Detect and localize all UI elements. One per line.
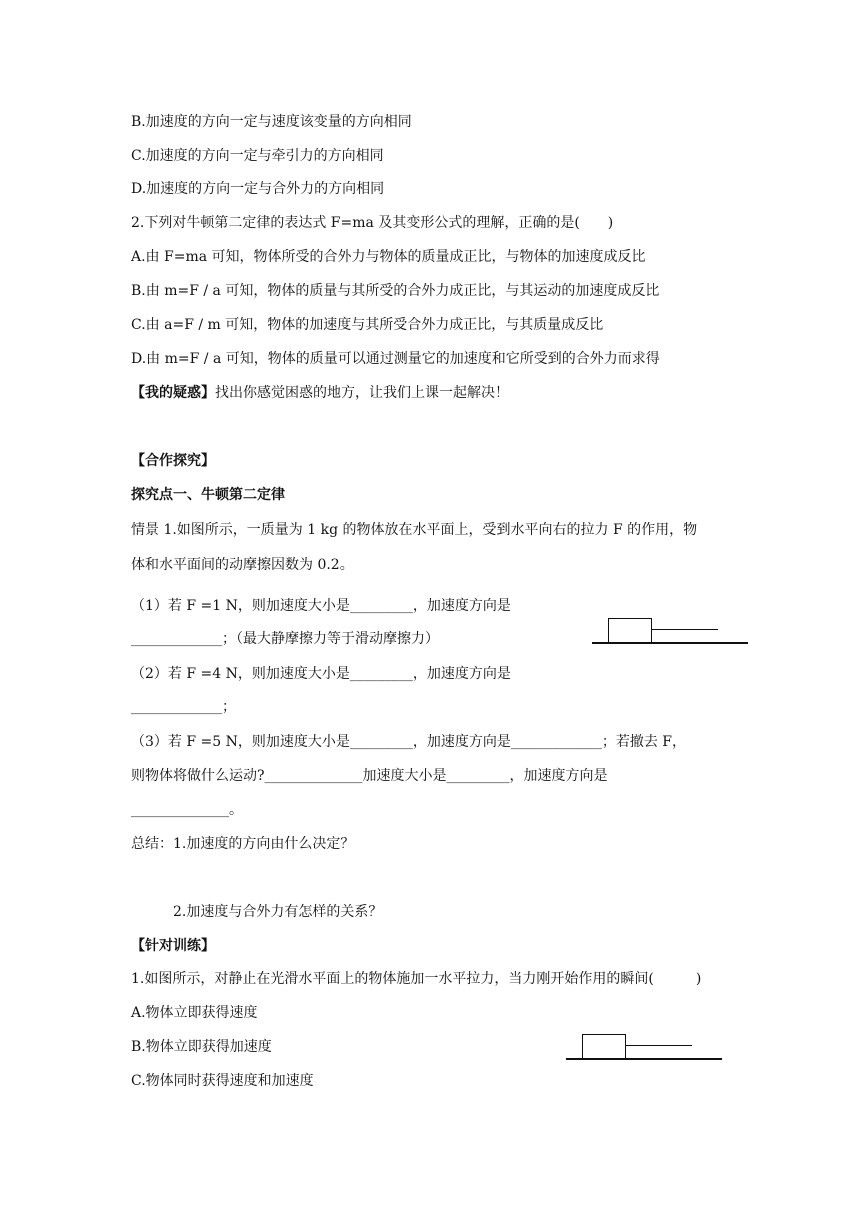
scene1-line2: 体和水平面间的动摩擦因数为 0.2。 bbox=[131, 557, 354, 573]
q1-option-d: D.加速度的方向一定与合外力的方向相同 bbox=[131, 181, 385, 197]
block-shape bbox=[582, 1034, 626, 1059]
training-q1-stem: 1.如图所示，对静止在光滑水平面上的物体施加一水平拉力，当力刚开始作用的瞬间( ) bbox=[131, 971, 702, 987]
doubt-text: 找出你感觉困惑的地方，让我们上课一起解决！ bbox=[215, 385, 509, 401]
summary-1: 总结：1.加速度的方向由什么决定？ bbox=[131, 836, 355, 852]
ground-line bbox=[592, 642, 748, 644]
training-option-c: C.物体同时获得速度和加速度 bbox=[131, 1073, 314, 1089]
sub3-line3: ______________。 bbox=[131, 802, 243, 818]
q2-option-a: A.由 F=ma 可知，物体所受的合外力与物体的质量成正比，与物体的加速度成反比 bbox=[131, 249, 646, 265]
q2-stem: 2.下列对牛顿第二定律的表达式 F=ma 及其变形公式的理解，正确的是( ) bbox=[131, 215, 614, 231]
q1-option-c: C.加速度的方向一定与牵引力的方向相同 bbox=[131, 148, 384, 164]
sub2-line2: _____________； bbox=[131, 699, 236, 715]
sub1-line1: （1）若 F =1 N，则加速度大小是_________，加速度方向是 bbox=[131, 598, 511, 614]
cooperate-heading: 【合作探究】 bbox=[131, 453, 215, 469]
q1-option-b: B.加速度的方向一定与速度该变量的方向相同 bbox=[131, 114, 412, 130]
pull-rope-line bbox=[626, 1045, 692, 1046]
pull-rope-line bbox=[652, 629, 718, 630]
ground-line bbox=[566, 1058, 722, 1060]
sub3-line1: （3）若 F =5 N，则加速度大小是_________，加速度方向是_____________；若撤去 F， bbox=[131, 734, 687, 750]
training-option-b: B.物体立即获得加速度 bbox=[131, 1039, 272, 1055]
scene1-line1: 情景 1.如图所示，一质量为 1 kg 的物体放在水平面上，受到水平向右的拉力 F 的作用，物 bbox=[131, 522, 698, 538]
doubt-row bbox=[131, 383, 509, 403]
summary-2: 2.加速度与合外力有怎样的关系？ bbox=[173, 904, 383, 920]
point1-title: 探究点一、牛顿第二定律 bbox=[131, 487, 285, 503]
training-option-a: A.物体立即获得速度 bbox=[131, 1005, 258, 1021]
doubt-heading: 【我的疑惑】 bbox=[131, 385, 215, 401]
q2-option-d: D.由 m=F / a 可知，物体的质量可以通过测量它的加速度和它所受到的合外力而求得 bbox=[131, 351, 660, 367]
block-on-plane-diagram-2 bbox=[566, 1034, 726, 1064]
block-shape bbox=[608, 618, 652, 643]
sub3-line2: 则物体将做什么运动?______________加速度大小是_________，加速度方向是 bbox=[131, 768, 608, 784]
sub1-line2: _____________；（最大静摩擦力等于滑动摩擦力） bbox=[131, 631, 439, 647]
sub2-line1: （2）若 F =4 N，则加速度大小是_________，加速度方向是 bbox=[131, 666, 511, 682]
training-heading: 【针对训练】 bbox=[131, 938, 215, 954]
q2-option-b: B.由 m=F / a 可知，物体的质量与其所受的合外力成正比，与其运动的加速度成反比 bbox=[131, 283, 660, 299]
block-on-plane-diagram-1 bbox=[592, 618, 752, 648]
q2-option-c: C.由 a=F / m 可知，物体的加速度与其所受合外力成正比，与其质量成反比 bbox=[131, 317, 604, 333]
